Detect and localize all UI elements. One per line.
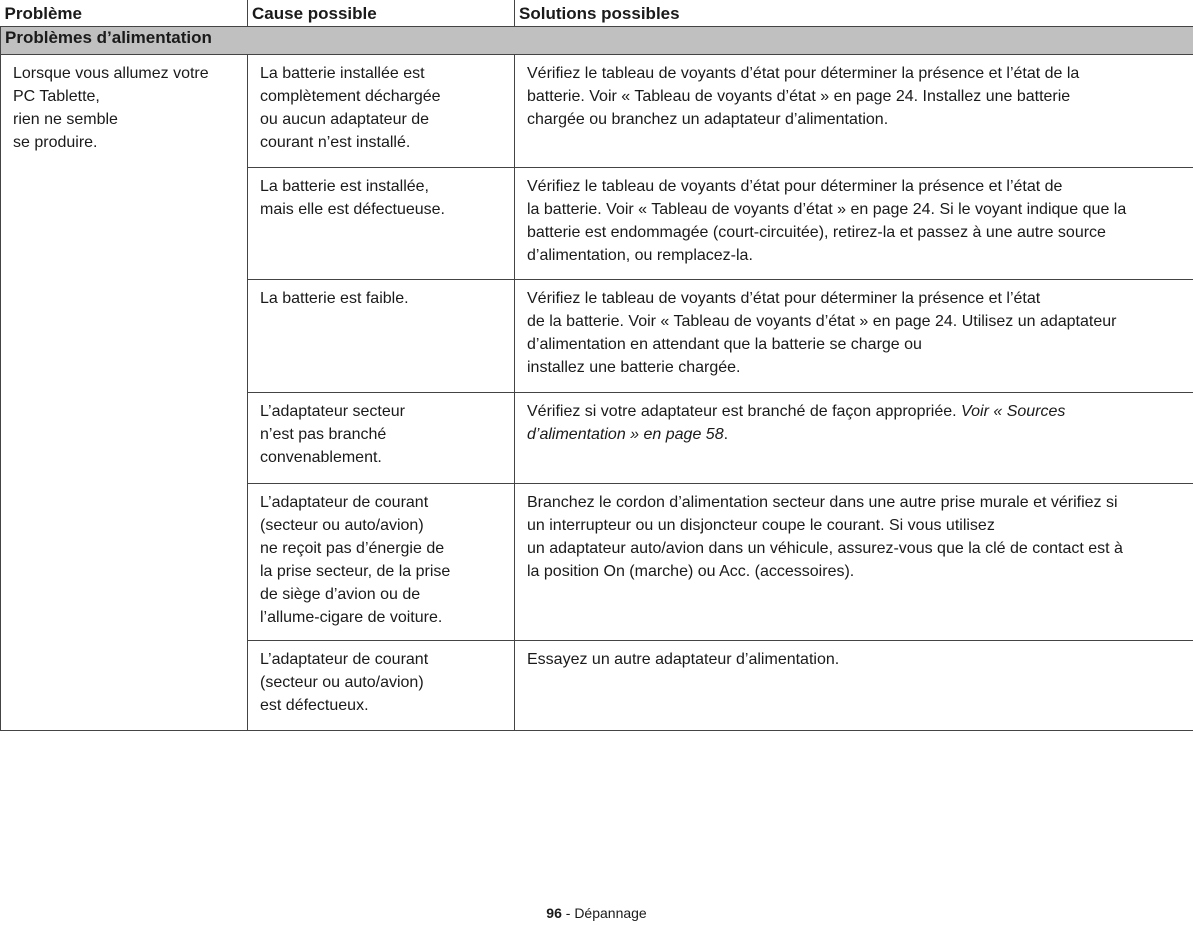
problem-line: Lorsque vous allumez votre — [13, 65, 209, 82]
solution-line: Essayez un autre adaptateur d’alimentation. — [527, 651, 840, 668]
header-row — [1, 0, 1193, 27]
cause-cell — [248, 168, 515, 280]
solution-line: batterie. Voir « Tableau de voyants d’état » en page 24. Installez une batterie — [527, 88, 1071, 105]
cause-line: ne reçoit pas d’énergie de — [260, 540, 445, 557]
solution-text: Vérifiez si votre adaptateur est branché de façon appropriée. — [527, 403, 962, 420]
cause-line: convenablement. — [260, 449, 382, 466]
solution-line: un interrupteur ou un disjoncteur coupe le courant. Si vous utilisez — [527, 517, 995, 534]
page-number: 96 — [546, 905, 562, 921]
cause-line: n’est pas branché — [260, 426, 387, 443]
cause-line: ou aucun adaptateur de — [260, 111, 430, 128]
solution-line: un adaptateur auto/avion dans un véhicule, assurez-vous que la clé de contact est à — [527, 540, 1123, 557]
cause-line: L’adaptateur de courant — [260, 651, 429, 668]
header-cause: Cause possible — [248, 0, 515, 27]
solution-link-text: d’alimentation » en page 58 — [527, 426, 724, 443]
cause-line: (secteur ou auto/avion) — [260, 517, 424, 534]
solution-text: . — [723, 426, 729, 443]
table-row — [1, 55, 1193, 168]
problem-line: rien ne semble — [13, 111, 118, 128]
solution-cell — [515, 168, 1193, 280]
page-footer — [0, 905, 1193, 921]
cause-line: (secteur ou auto/avion) — [260, 674, 424, 691]
cause-cell — [248, 55, 515, 168]
solution-line: chargée ou branchez un adaptateur d’alimentation. — [527, 111, 889, 128]
solution-line: installez une batterie chargée. — [527, 359, 741, 376]
cause-line: La batterie est installée, — [260, 178, 429, 195]
solution-cell — [515, 55, 1193, 168]
solution-line: Vérifiez le tableau de voyants d’état pour déterminer la présence et l’état de la — [527, 65, 1080, 82]
cause-line: La batterie est faible. — [260, 290, 409, 307]
solution-line: batterie est endommagée (court-circuitée), retirez-la et passez à une autre source — [527, 224, 1106, 241]
solution-line: d’alimentation en attendant que la batterie se charge ou — [527, 336, 922, 353]
cause-cell — [248, 280, 515, 393]
solution-link-text: Voir « Sources — [961, 403, 1066, 420]
cause-line: L’adaptateur secteur — [260, 403, 405, 420]
solution-line: Vérifiez le tableau de voyants d’état pour déterminer la présence et l’état de — [527, 178, 1063, 195]
solution-cell — [515, 484, 1193, 641]
solution-cell — [515, 641, 1193, 731]
cause-line: complètement déchargée — [260, 88, 441, 105]
solution-line: la position On (marche) ou Acc. (accessoires). — [527, 563, 855, 580]
cause-cell — [248, 393, 515, 484]
solution-cell — [515, 393, 1193, 484]
footer-separator: - — [561, 905, 575, 921]
cause-line: L’adaptateur de courant — [260, 494, 429, 511]
cause-line: la prise secteur, de la prise — [260, 563, 451, 580]
solution-line: Branchez le cordon d’alimentation secteur dans une autre prise murale et vérifiez si — [527, 494, 1118, 511]
problem-line: se produire. — [13, 134, 98, 151]
cause-line: courant n’est installé. — [260, 134, 411, 151]
section-title: Problèmes d’alimentation — [1, 27, 1193, 55]
cause-line: de siège d’avion ou de — [260, 586, 421, 603]
section-row — [1, 27, 1193, 55]
cause-line: est défectueux. — [260, 697, 369, 714]
solution-line: la batterie. Voir « Tableau de voyants d’état » en page 24. Si le voyant indique que la — [527, 201, 1127, 218]
solution-line: Vérifiez le tableau de voyants d’état pour déterminer la présence et l’état — [527, 290, 1041, 307]
cause-line: mais elle est défectueuse. — [260, 201, 445, 218]
header-solutions: Solutions possibles — [515, 0, 1193, 27]
cause-cell — [248, 641, 515, 731]
solution-line: de la batterie. Voir « Tableau de voyants d’état » en page 24. Utilisez un adaptateur — [527, 313, 1117, 330]
header-problem: Problème — [1, 0, 248, 27]
cause-cell — [248, 484, 515, 641]
solution-line: d’alimentation, ou remplacez-la. — [527, 247, 753, 264]
problem-line: PC Tablette, — [13, 88, 100, 105]
problem-cell — [1, 55, 248, 731]
cause-line: l’allume-cigare de voiture. — [260, 609, 443, 626]
cause-line: La batterie installée est — [260, 65, 425, 82]
footer-section: Dépannage — [574, 905, 647, 921]
solution-cell — [515, 280, 1193, 393]
